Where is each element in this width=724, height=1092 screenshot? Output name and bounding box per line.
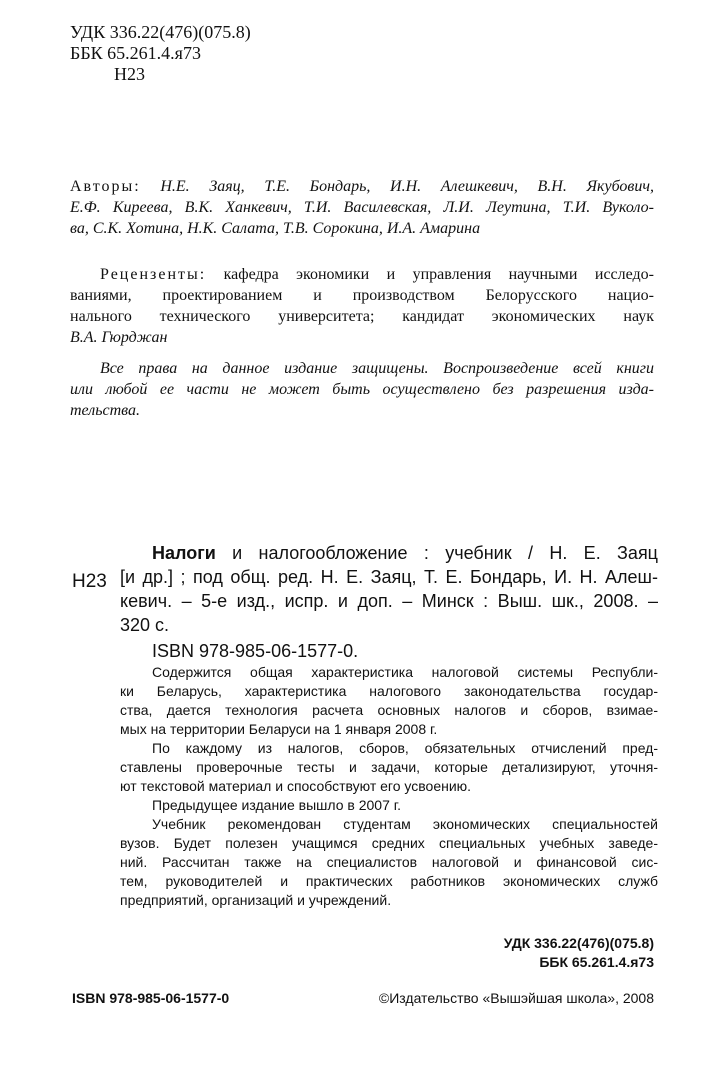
card-isbn: ISBN 978-985-06-1577-0. xyxy=(152,641,359,661)
bottom-bbk-code: ББК 65.261.4.я73 xyxy=(539,954,654,970)
card-title-bold: Налоги xyxy=(152,543,216,563)
bbk-code: ББК 65.261.4.я73 xyxy=(70,43,201,63)
annotation-line: Содержится общая характеристика налоговой системы Республи- xyxy=(152,664,658,680)
annotation-line: ний. Рассчитан также на специалистов налоговой и финансовой сис- xyxy=(120,854,658,870)
card-line-1 xyxy=(120,541,658,565)
annotation xyxy=(120,663,658,910)
annotation-line: тем, руководителей и практических работников экономических служб xyxy=(120,873,658,889)
card-line-3: кевич. – 5-е изд., испр. и доп. – Минск : Выш. шк., 2008. – xyxy=(120,591,658,611)
card-author-mark: Н23 xyxy=(72,571,107,592)
authors-label: Авторы: xyxy=(70,178,141,195)
reviewers-block xyxy=(70,264,654,348)
annotation-line: мых на территории Беларуси на 1 января 2008 г. xyxy=(120,721,438,737)
annotation-line: ют текстовой материал и способствуют его усвоению. xyxy=(120,778,472,794)
reviewers-name: В.А. Гюрджан xyxy=(70,329,168,346)
udk-code: УДК 336.22(476)(075.8) xyxy=(70,22,251,42)
authors-block xyxy=(70,176,654,239)
reviewers-text-1: кафедра экономики и управления научными исследо- xyxy=(223,266,655,283)
authors-line-1 xyxy=(70,176,654,197)
catalog-card xyxy=(120,541,658,663)
annotation-line: По каждому из налогов, сборов, обязательных отчислений пред- xyxy=(152,740,658,756)
author-mark: Н23 xyxy=(114,64,145,84)
authors-line-3: ва, С.К. Хотина, Н.К. Салата, Т.В. Сорокина, И.А. Амарина xyxy=(70,220,481,237)
reviewers-line-3: нального технического университета; кандидат экономических наук xyxy=(70,308,654,325)
authors-line-2: Е.Ф. Киреева, В.К. Ханкевич, Т.И. Василевская, Л.И. Леутина, Т.И. Вуколо- xyxy=(70,199,654,216)
authors-text-1: Н.Е. Заяц, Т.Е. Бондарь, И.Н. Алешкевич, В.Н. Якубович, xyxy=(160,178,655,195)
reviewers-line-1 xyxy=(70,264,654,285)
reviewers-line-2: ваниями, проектированием и производством Белорусского нацио- xyxy=(70,287,654,304)
top-classification-codes xyxy=(70,22,251,85)
annotation-line: предприятий, организаций и учреждений. xyxy=(120,892,392,908)
card-title-rest: и налогообложение : учебник / Н. Е. Заяц xyxy=(215,543,658,563)
annotation-line: Учебник рекомендован студентам экономических специальностей xyxy=(152,816,658,832)
rights-line-1: Все права на данное издание защищены. Воспроизведение всей книги xyxy=(100,360,654,377)
annotation-line: ства, дается технология расчета основных налогов и сборов, взимае- xyxy=(120,702,658,718)
annotation-line: Предыдущее издание вышло в 2007 г. xyxy=(152,797,402,813)
bottom-classification-codes xyxy=(504,934,654,972)
annotation-line: ки Беларусь, характеристика налогового законодательства государ- xyxy=(120,683,658,699)
card-line-4: 320 с. xyxy=(120,615,170,635)
annotation-line: ставлены проверочные тесты и задачи, которые детализируют, уточня- xyxy=(120,759,658,775)
annotation-line: вузов. Будет полезен учащимся средних специальных учебных заведе- xyxy=(120,835,658,851)
rights-line-3: тельства. xyxy=(70,402,141,419)
card-line-2: [и др.] ; под общ. ред. Н. Е. Заяц, Т. Е. Бондарь, И. Н. Алеш- xyxy=(120,567,658,587)
rights-notice xyxy=(70,358,654,421)
reviewers-label: Рецензенты: xyxy=(100,266,207,283)
copyright-notice: ©Издательство «Вышэйшая школа», 2008 xyxy=(378,990,654,1006)
bottom-udk-code: УДК 336.22(476)(075.8) xyxy=(503,935,654,951)
rights-line-2: или любой ее части не может быть осуществлено без разрешения изда- xyxy=(70,381,654,398)
bottom-isbn: ISBN 978-985-06-1577-0 xyxy=(72,990,230,1006)
